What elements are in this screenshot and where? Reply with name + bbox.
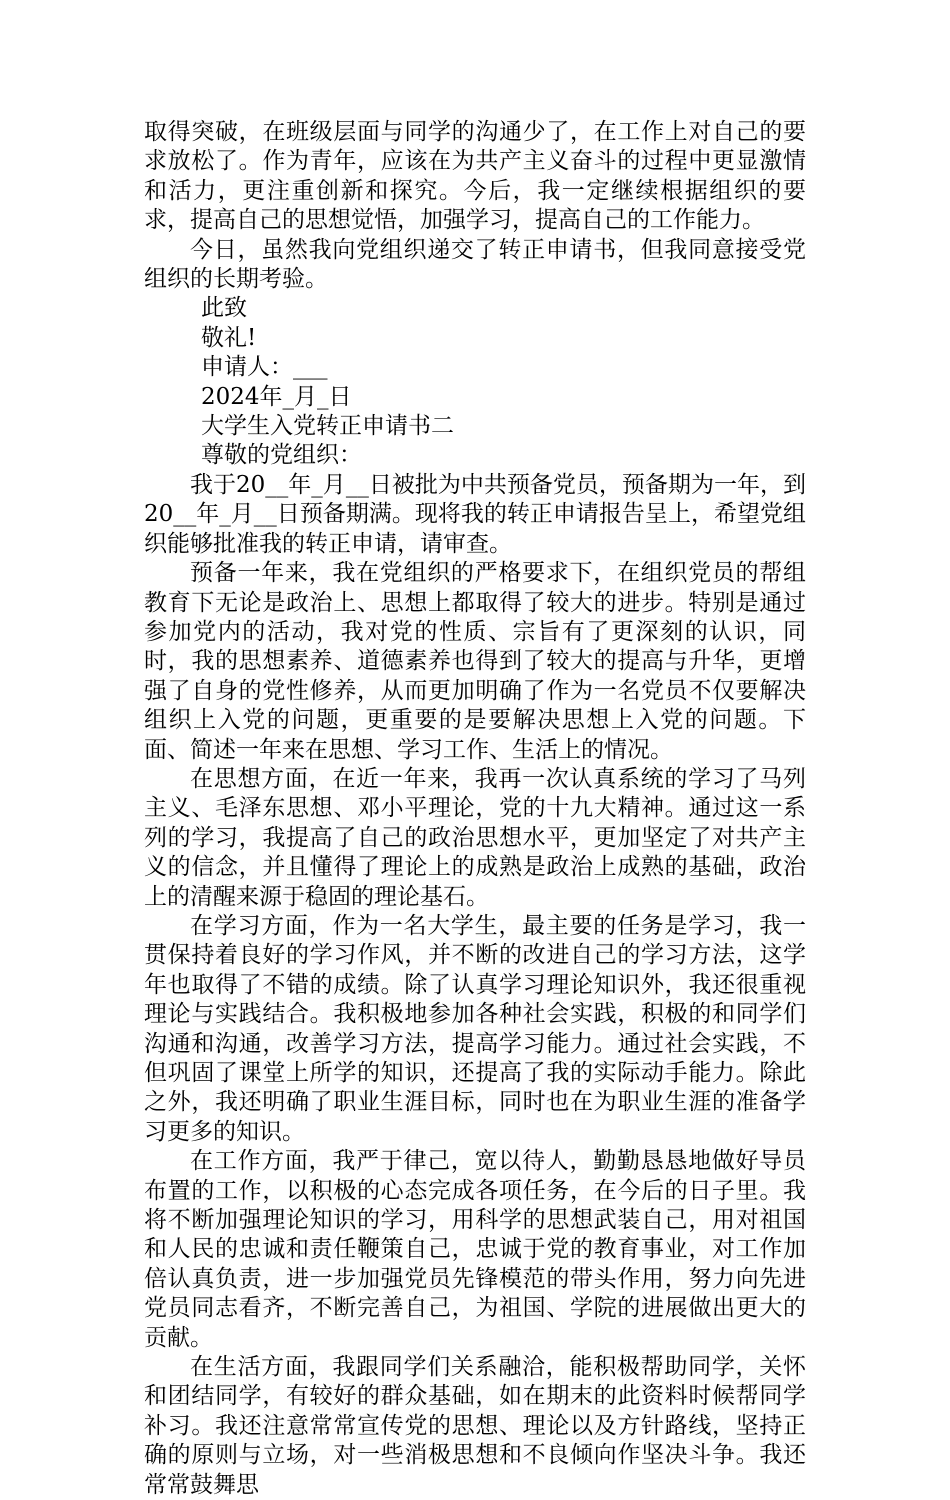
study-paragraph: 在学习方面，作为一名大学生，最主要的任务是学习，我一贯保持着良好的学习作风，并不断的改进自己的学习方法，这学年也取得了不错的成绩。除了认真学习理论知识外，我还很重视理论与实践结合。我积极地参加各种社会实践，积极的和同学们沟通和沟通，改善学习方法，提高学习能力。通过社会实践，不但巩固了课堂上所学的知识，还提高了我的实际动手能力。除此之外，我还明确了职业生涯目标，同时也在为职业生涯的准备学习更多的知识。 [144, 912, 806, 1145]
life-paragraph: 在生活方面，我跟同学们关系融洽，能积极帮助同学，关怀和团结同学，有较好的群众基础，如在期末的此资料时候帮同学补习。我还注意常常宣传党的思想、理论以及方针路线，坚持正确的原则与立场，对一些消极思想和不良倾向作坚决斗争。我还常常鼓舞思 [144, 1354, 806, 1498]
work-paragraph: 在工作方面，我严于律己，宽以待人，勤勤恳恳地做好导员布置的工作，以积极的心态完成各项任务，在今后的日子里。我将不断加强理论知识的学习，用科学的思想武装自己，用对祖国和人民的忠诚和责任鞭策自己，忠诚于党的教育事业，对工作加倍认真负责，进一步加强党员先锋模范的带头作用，努力向先进党员同志看齐，不断完善自己，为祖国、学院的进展做出更大的贡献。 [144, 1148, 806, 1351]
applicant-line: 申请人：___ [201, 354, 328, 381]
closing-salutation: 此致 [201, 295, 247, 322]
salutation: 尊敬的党组织： [201, 442, 362, 469]
year-summary-paragraph: 预备一年来，我在党组织的严格要求下，在组织党员的帮组教育下无论是政治上、思想上都取得了较大的进步。特别是通过参加党内的活动，我对党的性质、宗旨有了更深刻的认识，同时，我的思想素养、道德素养也得到了较大的提高与升华，更增强了自身的党性修养，从而更加明确了作为一名党员不仅要解决组织上入党的问题，更重要的是要解决思想上入党的问题。下面、简述一年来在思想、学习工作、生活上的情况。 [144, 560, 806, 763]
intro-paragraph: 我于20__年_月__日被批为中共预备党员，预备期为一年，到20__年_月__日预备期满。现将我的转正申请报告呈上，希望党组织能够批准我的转正申请，请审查。 [144, 471, 806, 557]
continuation-paragraph: 取得突破，在班级层面与同学的沟通少了，在工作上对自己的要求放松了。作为青年，应该在为共产主义奋斗的过程中更显激情和活力，更注重创新和探究。今后，我一定继续根据组织的要求，提高自己的思想觉悟，加强学习，提高自己的工作能力。 [144, 119, 806, 234]
date-line: 2024年_月_日 [201, 383, 352, 410]
document-body [144, 118, 806, 1500]
thought-paragraph: 在思想方面，在近一年来，我再一次认真系统的学习了马列主义、毛泽东思想、邓小平理论，党的十九大精神。通过这一系列的学习，我提高了自己的政治思想水平，更加坚定了对共产主义的信念，并且懂得了理论上的成熟是政治上成熟的基础，政治上的清醒来源于稳固的理论基石。 [144, 765, 806, 910]
closing-regards: 敬礼! [201, 324, 257, 351]
today-paragraph: 今日，虽然我向党组织递交了转正申请书，但我同意接受党组织的长期考验。 [144, 236, 806, 293]
second-letter-title: 大学生入党转正申请书二 [201, 413, 454, 440]
